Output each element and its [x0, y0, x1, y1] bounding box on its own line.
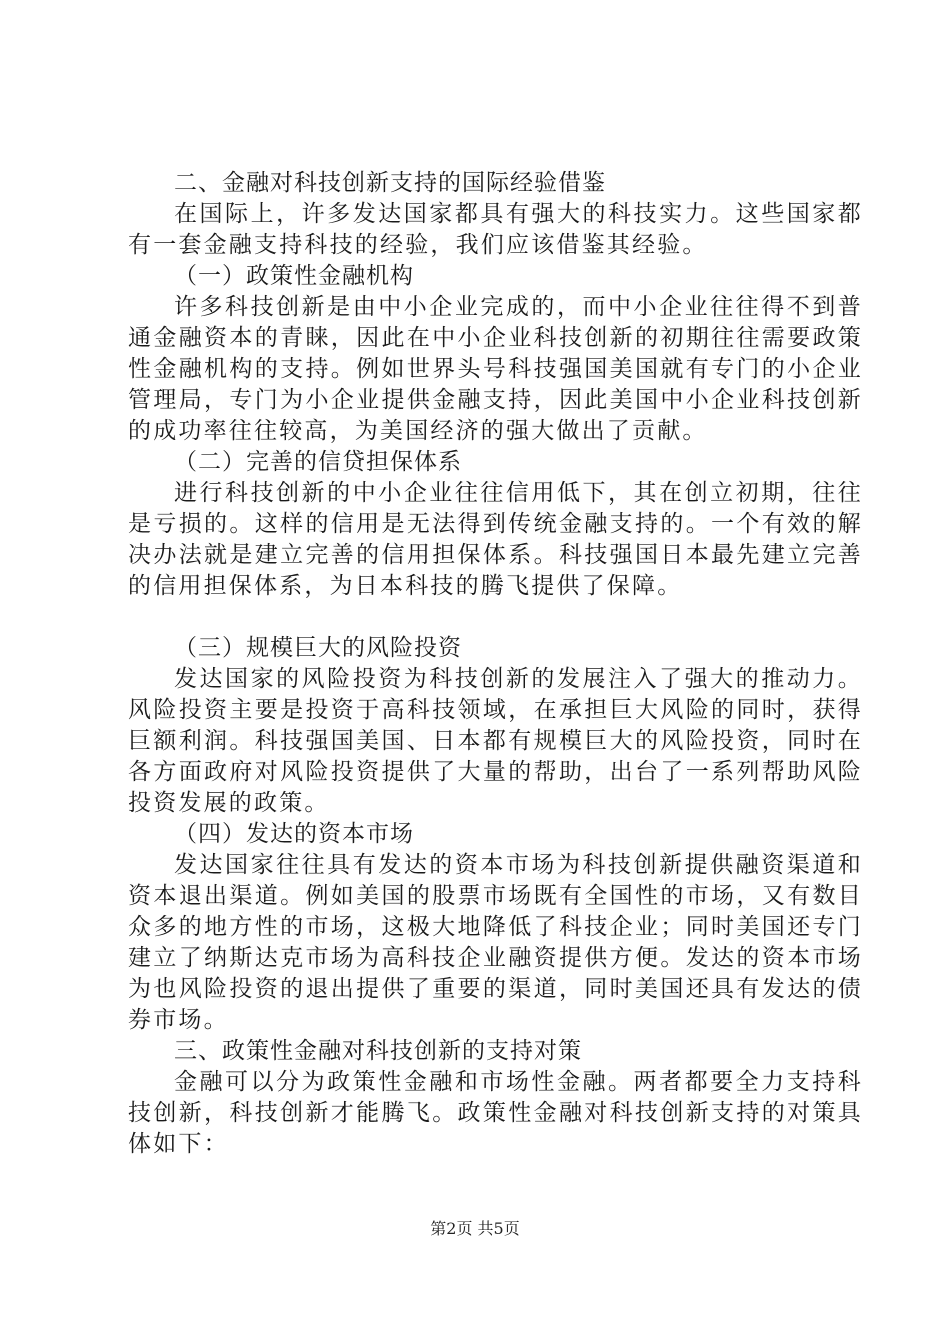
subheading-1: （一）政策性金融机构: [174, 263, 414, 289]
paragraph-5: 金融可以分为政策性金融和市场性金融。两者都要全力支持科技创新，科技创新才能腾飞。政策性金融对科技创新支持的对策具体如下：: [128, 1069, 863, 1157]
paragraph-4: 发达国家往往具有发达的资本市场为科技创新提供融资渠道和资本退出渠道。例如美国的股票市场既有全国性的市场，又有数目众多的地方性的市场，这极大地降低了科技企业；同时美国还专门建立了纳斯达克市场为高科技企业融资提供方便。发达的资本市场为也风险投资的退出提供了重要的渠道，同时美国还具有发达的债券市场。: [128, 852, 863, 1033]
section-heading-3: 三、政策性金融对科技创新的支持对策: [174, 1038, 582, 1064]
subheading-2: （二）完善的信贷担保体系: [174, 449, 462, 475]
document-body: [128, 168, 863, 1160]
section-heading-2: 二、金融对科技创新支持的国际经验借鉴: [174, 170, 606, 196]
subheading-4: （四）发达的资本市场: [174, 821, 414, 847]
paragraph-1: 许多科技创新是由中小企业完成的，而中小企业往往得不到普通金融资本的青睐，因此在中小企业科技创新的初期往往需要政策性金融机构的支持。例如世界头号科技强国美国就有专门的小企业管理局，专门为小企业提供金融支持，因此美国中小企业科技创新的成功率往往较高，为美国经济的强大做出了贡献。: [128, 294, 863, 444]
paragraph-3: 发达国家的风险投资为科技创新的发展注入了强大的推动力。风险投资主要是投资于高科技领域，在承担巨大风险的同时，获得巨额利润。科技强国美国、日本都有规模巨大的风险投资，同时在各方面政府对风险投资提供了大量的帮助，出台了一系列帮助风险投资发展的政策。: [128, 666, 863, 816]
paragraph-intro: 在国际上，许多发达国家都具有强大的科技实力。这些国家都有一套金融支持科技的经验，我们应该借鉴其经验。: [128, 201, 863, 258]
subheading-3: （三）规模巨大的风险投资: [174, 635, 462, 661]
paragraph-2: 进行科技创新的中小企业往往信用低下，其在创立初期，往往是亏损的。这样的信用是无法得到传统金融支持的。一个有效的解决办法就是建立完善的信用担保体系。科技强国日本最先建立完善的信用担保体系，为日本科技的腾飞提供了保障。: [128, 480, 863, 599]
paragraph-spacer: [128, 602, 863, 633]
page-footer: 第2页 共5页: [430, 1219, 520, 1238]
